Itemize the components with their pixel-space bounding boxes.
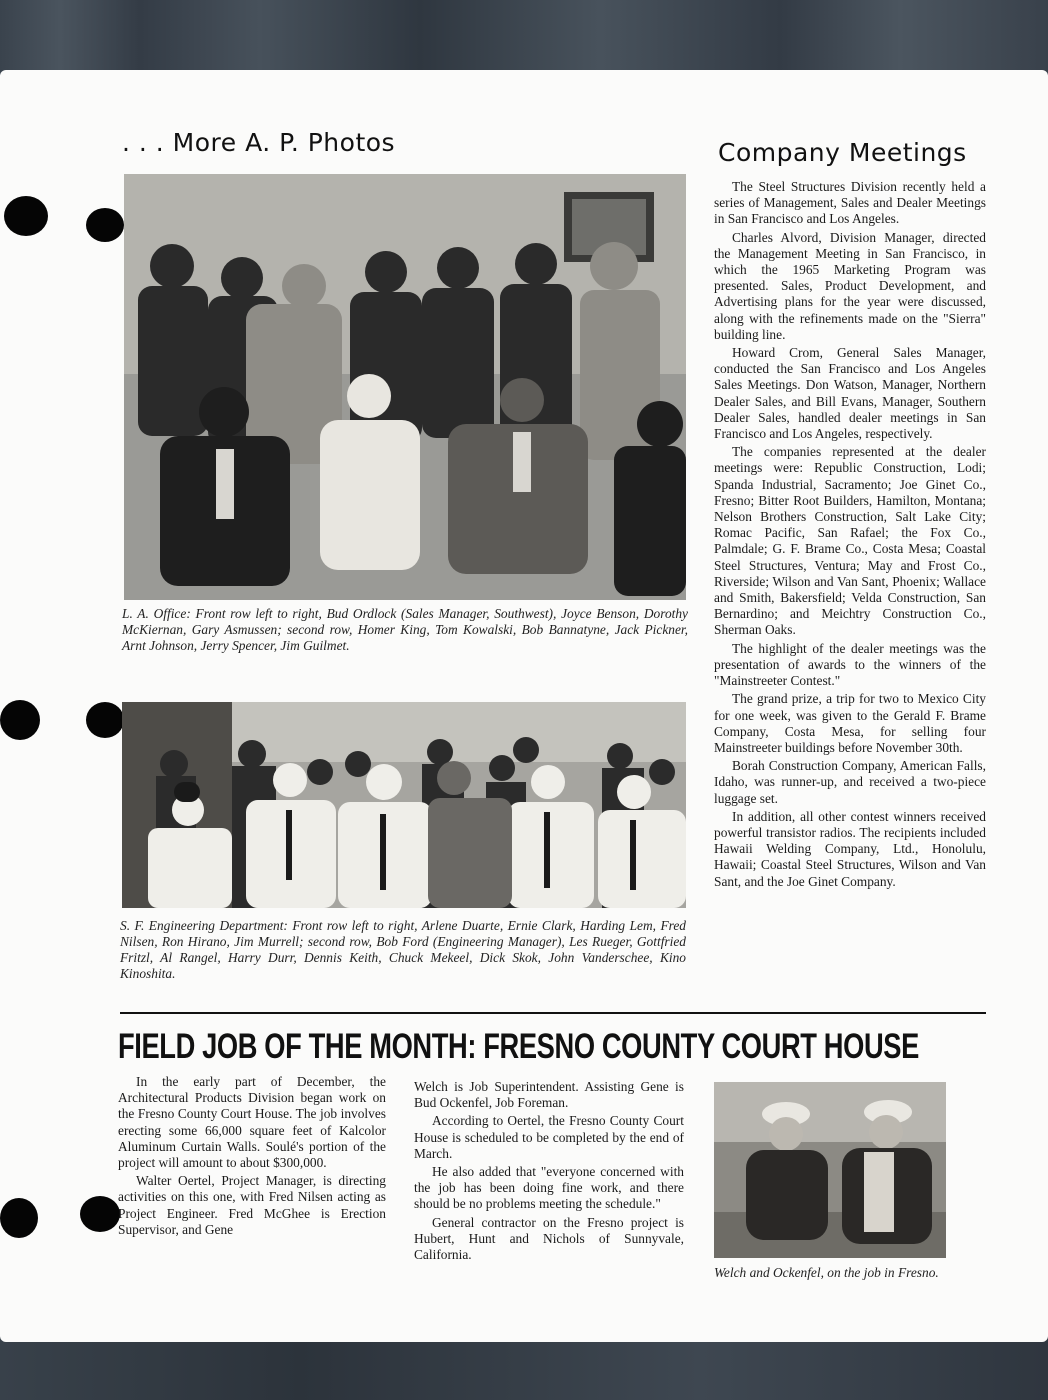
sf-engineering-caption: S. F. Engineering Department: Front row left to right, Arlene Duarte, Ernie Clark, Harding Lem, Fred Nilsen, Ron Hirano, Jim Murrell; second row, Bob Ford (Engineering Manager), Les Rueger, Gottfried Fritzl, Al Rangel, Harry Durr, Dennis Keith, Chuck Mekeel, Dick Skok, John Vanderschee, Kino Kinoshita. [120,918,686,981]
punch-hole [86,208,124,242]
article-paragraph: Charles Alvord, Division Manager, directed the Management Meeting in San Francisco, in which the 1965 Marketing Program was presented. Sales, Product Development, and Advertising plans for the year were discussed, along with the refinements made on the "Sierra" building line. [714,229,986,342]
article-paragraph: In addition, all other contest winners received powerful transistor radios. The recipients included Hawaii Welding Company, Ltd., Honolulu, Hawaii; Coastal Steel Structures, Wilson and Van Sant, and the Joe Ginet Company. [714,808,986,889]
article-paragraph: General contractor on the Fresno project is Hubert, Hunt and Nichols of Sunnyvale, California. [414,1214,684,1263]
field-job-title: FIELD JOB OF THE MONTH: FRESNO COUNTY COURT HOUSE [118,1027,919,1066]
welch-photo-caption: Welch and Ockenfel, on the job in Fresno. [714,1265,939,1280]
article-paragraph: Borah Construction Company, American Falls, Idaho, was runner-up, and received a two-piece luggage set. [714,758,986,806]
punch-hole [4,196,48,236]
punch-hole [80,1196,120,1232]
article-paragraph: In the early part of December, the Architectural Products Division began work on the Fresno County Court House. The job involves erecting some 66,000 square feet of Kalcolor Aluminum Curtain Walls. Soulé's portion of the project will amount to about $300,000. [118,1074,386,1171]
article-paragraph: Howard Crom, General Sales Manager, conducted the San Francisco and Los Angeles Sales Meetings. Don Watson, Manager, Northern Dealer Sales, and Bill Evans, Manager, Southern Dealer Sales, handled dealer meetings in San Francisco and Los Angeles, respectively. [714,345,986,442]
punch-hole [86,702,124,738]
scan-background-bottom [0,1338,1048,1400]
punch-hole [0,1198,38,1238]
article-paragraph: Walter Oertel, Project Manager, is directing activities on this one, with Fred Nilsen acting as Project Engineer. Fred McGhee is Erection Supervisor, and Gene [118,1173,386,1237]
article-paragraph: The highlight of the dealer meetings was the presentation of awards to the winners of the "Mainstreeter Contest." [714,640,986,689]
scan-background-top [0,0,1048,78]
article-paragraph: The companies represented at the dealer meetings were: Republic Construction, Lodi; Spanda Industrial, Sacramento; Joe Ginet Co., Fresno; Bitter Root Builders, Hamilton, Montana; Nelson Brothers Construction, Salt Lake City; Romac Pacific, San Rafael; the Fox Co., Palmdale; G. F. Brame Co., Costa Mesa; Coastal Steel Structures, Ventura; May and Frost Co., Riverside; Wilson and Van Sant, Phoenix; Wallace and Smith, Bakersfield; Velda Construction, San Bernardino; and Meichtry Construction Co., Sherman Oaks. [714,444,986,638]
article-paragraph: According to Oertel, the Fresno County Court House is scheduled to be completed by the end of March. [414,1113,684,1161]
sf-engineering-photo [122,702,686,908]
article-paragraph: Welch is Job Superintendent. Assisting Gene is Bud Ockenfel, Job Foreman. [414,1079,684,1111]
article-paragraph: The Steel Structures Division recently held a series of Management, Sales and Dealer Meetings in San Francisco and Los Angeles. [714,179,986,227]
company-meetings-heading: Company Meetings [718,138,967,167]
punch-hole [0,700,40,740]
field-job-column-1 [118,1074,386,1240]
more-photos-heading: . . . More A. P. Photos [122,128,396,157]
welch-ockenfel-photo [714,1082,946,1258]
la-office-photo [124,174,686,600]
section-divider [120,1012,986,1014]
article-paragraph: The grand prize, a trip for two to Mexico City for one week, was given to the Gerald F. Brame Company, Costa Mesa, for selling four Mainstreeter buildings before November 30th. [714,691,986,755]
article-paragraph: He also added that "everyone concerned with the job has been doing fine work, and there should be no problems meeting the schedule." [414,1164,684,1212]
field-job-column-2 [414,1079,684,1265]
la-office-caption: L. A. Office: Front row left to right, Bud Ordlock (Sales Manager, Southwest), Joyce Benson, Dorothy McKiernan, Gary Asmussen; second row, Homer King, Tom Kowalski, Bob Bannatyne, Jack Pickner, Arnt Johnson, Jerry Spencer, Jim Guilmet. [122,606,688,653]
company-meetings-article [714,179,986,892]
